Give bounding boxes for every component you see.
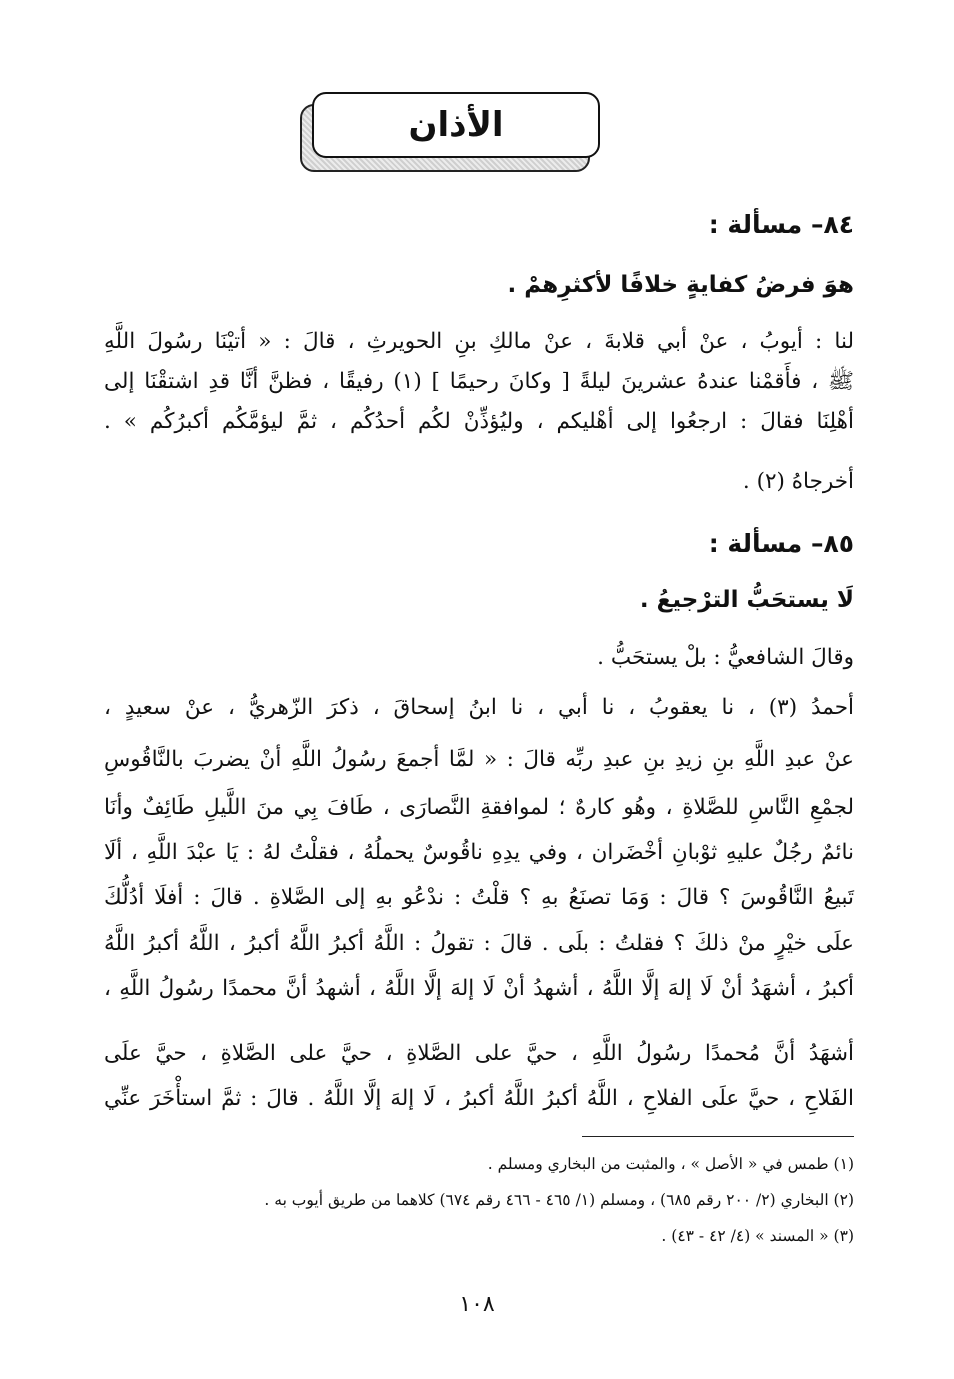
masala-85-ruling: لَا يستحَبُّ الترْجيعُ . xyxy=(639,587,854,613)
footnote-1: (١) طمس في « الأصل » ، والمثبت من البخاري ومسلم . xyxy=(487,1155,854,1173)
title-box xyxy=(312,92,600,158)
chapter-title-frame xyxy=(300,92,600,172)
paragraph-line: أحمدُ (٣) ، نا يعقوبُ ، نا أبي ، نا ابنُ إسحاقَ ، ذكرَ الزّهريُّ ، عنْ سعيدٍ ، xyxy=(104,695,854,720)
paragraph-line: ﷺ ، فأَقمْنا عندهُ عشرينَ ليلةً [ وكانَ رحيمًا ] (١) رفيقًا ، فظنَّ أنَّا قدِ اشتقْنَا إلى xyxy=(104,369,854,394)
paragraph-line: أهْلِنَا فقالَ : ارجعُوا إلى أهْليكم ، وليُؤذِّنْ لكُم أحدُكُم ، ثمَّ ليؤمَّكُم أكبرُكُم » . xyxy=(104,409,854,434)
paragraph-line: لجمْعِ النَّاسِ للصَّلاةِ ، وهُو كارهٌ ؛ لموافقةِ النَّصارَى ، طَافَ بِي منَ اللَّيلِ طَائِفٌ وأنَا xyxy=(104,795,854,820)
paragraph-line: علَى خيْرٍ منْ ذلكَ ؟ فقلتُ : بلَى . قالَ : تقولُ : اللَّهُ أكبرُ اللَّهُ أكبرُ ، اللَّهُ أكبرُ اللَّهُ xyxy=(104,931,854,956)
chapter-title: الأذان xyxy=(408,105,504,145)
footnote-separator xyxy=(582,1136,854,1137)
masala-85-heading: ٨٥– مسألة : xyxy=(708,529,854,558)
paragraph-line: نائمٌ رجُلٌ عليهِ ثوْبانِ أخْضَران ، وفي يدِهِ ناقُوسٌ يحملُهُ ، فقلْتُ لهُ : يَا عبْدَ اللَّهِ ، ألَا xyxy=(104,840,854,865)
masala-84-heading: ٨٤– مسألة : xyxy=(708,210,854,239)
paragraph-line: عنْ عبدِ اللَّهِ بنِ زيدِ بنِ عبدِ ربِّه قالَ : « لمَّا أجمعَ رسُولُ اللَّهِ أنْ يضربَ بالنَّاقُوسِ xyxy=(104,747,854,772)
footnote-2: (٢) البخاري (٢/ ٢٠٠ رقم ٦٨٥) ، ومسلم (١/ ٤٦٥ - ٤٦٦ رقم ٦٧٤) كلاهما من طريق أيوب به . xyxy=(264,1191,854,1209)
masala-84-ruling: هوَ فرضُ كفايةٍ خلافًا لأكثرِهمْ . xyxy=(507,272,854,298)
shafii-opinion: وقالَ الشافعيُّ : بلْ يستحَبُّ . xyxy=(597,645,854,670)
paragraph-line: تَبيعُ النَّاقُوسَ ؟ قالَ : وَمَا تصنَعُ بهِ ؟ قلْتُ : ندْعُو بهِ إلى الصَّلاةِ . قالَ : أفلَا أدُلُّكَ xyxy=(104,885,854,910)
page-number: ١٠٨ xyxy=(459,1292,495,1317)
paragraph-line: أشهَدُ أنَّ مُحمدًا رسُولُ اللَّهِ ، حيَّ على الصَّلاةِ ، حيَّ على الصَّلاةِ ، حيَّ علَى xyxy=(104,1041,854,1066)
footnote-3: (٣) « المسند » (٤/ ٤٢ - ٤٣) . xyxy=(661,1227,854,1245)
paragraph-line: الفَلاحِ ، حيَّ علَى الفلاحِ ، اللَّهُ أكبرُ اللَّهُ أكبرُ ، لَا إلهَ إلَّا اللَّهُ . قالَ : ثمَّ استأْخَرَ عنِّي xyxy=(104,1086,854,1111)
paragraph-line: لنا : أيوبُ ، عنْ أبي قلابةَ ، عنْ مالكِ بنِ الحويرثِ ، قالَ : « أتيْنَا رسُولَ اللَّهِ xyxy=(104,329,854,354)
paragraph-line: أكبرُ ، أشهَدُ أنْ لَا إلهَ إلَّا اللَّهُ ، أشهدُ أنْ لَا إلهَ إلَّا اللَّهُ ، أشهدُ أنَّ محمدًا رسُولُ اللَّهِ ، xyxy=(104,976,854,1001)
takhrij-line: أخرجاهُ (٢) . xyxy=(742,469,854,494)
